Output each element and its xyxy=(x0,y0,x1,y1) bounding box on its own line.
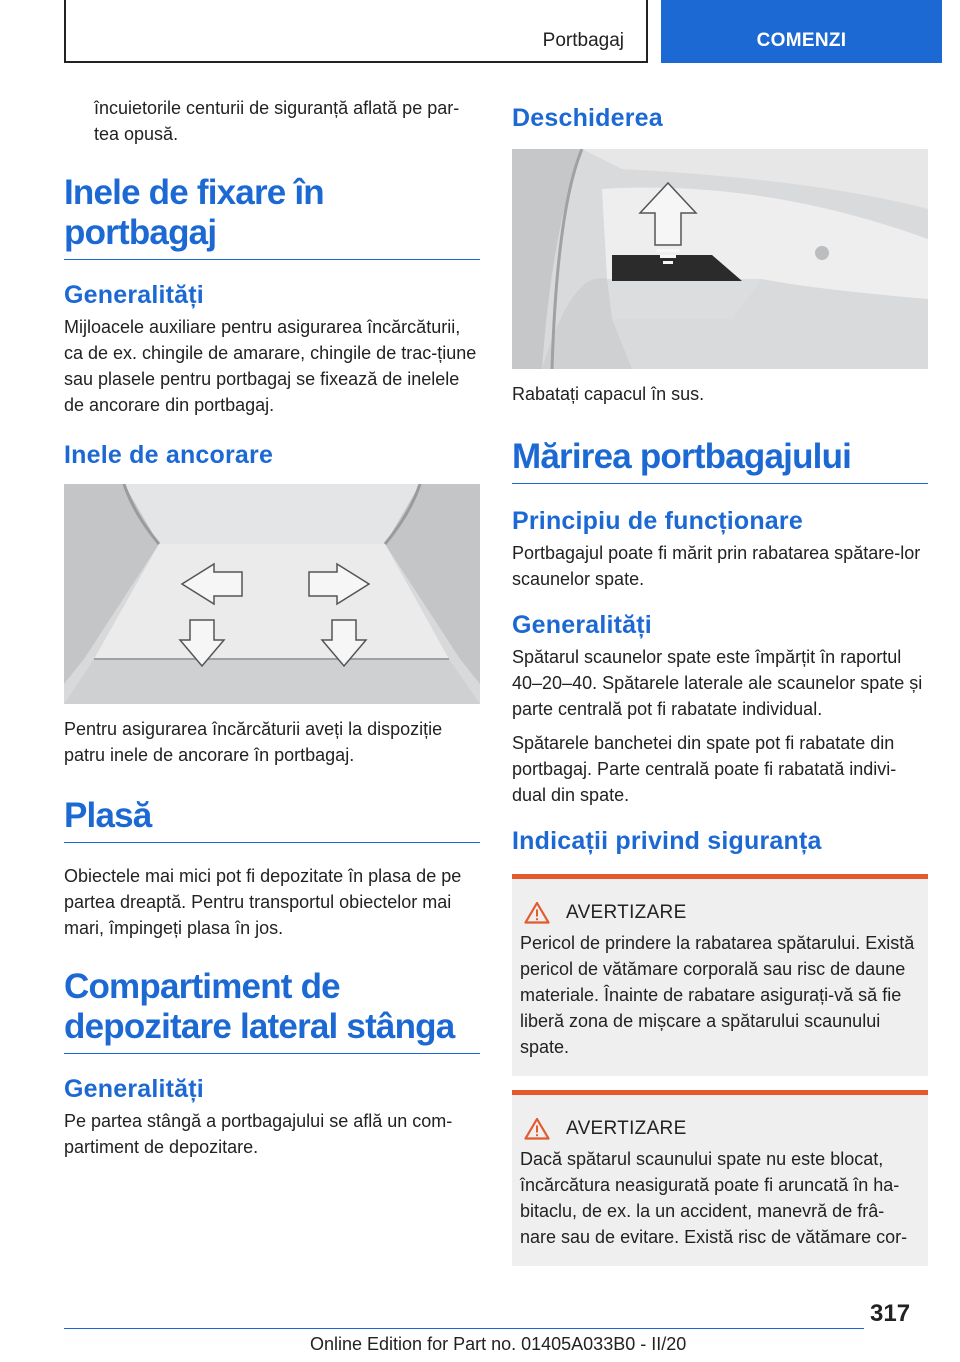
warning-box-1 xyxy=(512,874,928,1076)
footer-edition xyxy=(310,1334,686,1355)
warning-triangle-icon xyxy=(524,1117,550,1140)
header-chapter-tab xyxy=(661,0,942,63)
general-text-1: Spătarul scaunelor spate este împărțit în raportul 40–20–40. Spătarele laterale ale scaunelor spate și parte centrală pot fi rabatate individual. xyxy=(512,647,923,719)
warning-box-2 xyxy=(512,1090,928,1266)
net-text: Obiectele mai mici pot fi depozitate în plasa de pe partea dreaptă. Pentru transportul obiectelor mai mari, împingeți plasa în jos. xyxy=(64,866,462,938)
rings-general-text: Mijloacele auxiliare pentru asigurarea încărcăturii, ca de ex. chingile de amarare, chingile de trac-țiune sau plasele pentru portbagaj se fixează de inelele de ancorare din portbagaj. xyxy=(64,317,477,415)
footer-divider xyxy=(64,1328,864,1329)
principle-text: Portbagajul poate fi mărit prin rabatarea spătare-lor scaunelor spate. xyxy=(512,543,921,589)
heading-compartment: Compartiment de depozitare lateral stânga xyxy=(64,967,480,1054)
heading-general: Generalități xyxy=(512,611,652,639)
continued-text: încuietorile centurii de siguranță aflată pe par-tea opusă. xyxy=(94,98,460,144)
warning-title-2: AVERTIZARE xyxy=(566,1117,687,1139)
footer-edition-text: Online Edition for Part no. 01405A033B0 - II/20 xyxy=(310,1334,687,1354)
left-column xyxy=(64,95,480,1170)
warning-text-2: Dacă spătarul scaunului spate nu este blocat, încărcătura neasigurată poate fi aruncată în ha-bitaclu, de ex. la un accident, manevră de frâ-nare sau de evitare. Există risc de vătămare cor- xyxy=(520,1149,908,1247)
heading-open: Deschiderea xyxy=(512,104,663,132)
open-caption: Rabatați capacul în sus. xyxy=(512,384,705,404)
heading-net: Plasă xyxy=(64,796,480,843)
general-text-2: Spătarele banchetei din spate pot fi rabatate din portbagaj. Parte centrală poate fi rabatată indivi-dual din spate. xyxy=(512,733,897,805)
anchor-caption: Pentru asigurarea încărcăturii aveți la dispoziție patru inele de ancorare în portbagaj. xyxy=(64,719,443,765)
heading-anchor: Inele de ancorare xyxy=(64,441,274,469)
heading-rings-general: Generalități xyxy=(64,281,204,309)
heading-principle: Principiu de funcționare xyxy=(512,507,803,535)
warning-text-1: Pericol de prindere la rabatarea spătarului. Există pericol de vătămare corporală sau risc de daune materiale. Înainte de rabatare asigurați-vă să fie liberă zona de mișcare a spătarului scaunului spate. xyxy=(520,933,915,1057)
heading-enlarge: Mărirea portbagajului xyxy=(512,437,928,484)
compartment-text: Pe partea stângă a portbagajului se află un com-partiment de depozitare. xyxy=(64,1111,453,1157)
warning-title-1: AVERTIZARE xyxy=(566,901,687,923)
page-number: 317 xyxy=(870,1300,911,1327)
header-section-box xyxy=(64,0,648,63)
right-column xyxy=(512,95,928,1266)
heading-compartment-general: Generalități xyxy=(64,1075,204,1103)
warning-triangle-icon xyxy=(524,901,550,924)
compartment-lid-image xyxy=(512,149,928,369)
header-section-title: Portbagaj xyxy=(542,30,624,51)
trunk-anchor-image xyxy=(64,484,480,704)
header-chapter-title: COMENZI xyxy=(756,30,847,51)
heading-safety: Indicații privind siguranța xyxy=(512,827,822,855)
heading-anchor-rings: Inele de fixare în portbagaj xyxy=(64,173,480,260)
